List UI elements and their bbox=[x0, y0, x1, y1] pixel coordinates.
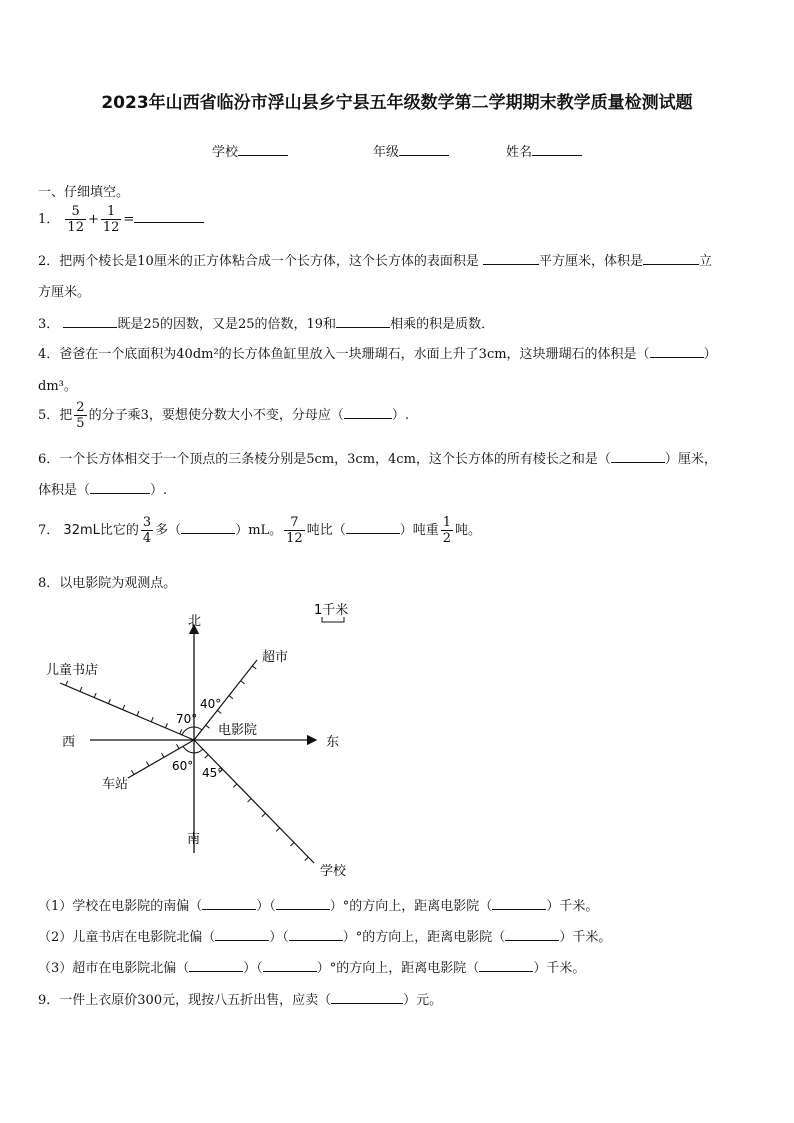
q7-text-d: ）mL。 bbox=[235, 523, 283, 538]
q4-blank[interactable] bbox=[650, 345, 704, 358]
equals-sign: = bbox=[123, 212, 135, 227]
ray-tick bbox=[151, 717, 153, 722]
q3-blank-1[interactable] bbox=[63, 315, 117, 328]
q8-s3-text-c: ）°的方向上，距离电影院（ bbox=[316, 961, 480, 976]
q6-continuation bbox=[38, 479, 167, 498]
ray-tick bbox=[262, 813, 266, 816]
ray-tick bbox=[147, 762, 149, 766]
q7-text-f: ）吨重 bbox=[399, 523, 439, 538]
q6-text-c: 体积是（ bbox=[38, 483, 91, 498]
q8-subquestion-3 bbox=[38, 957, 585, 976]
school-field[interactable] bbox=[212, 141, 288, 160]
ray-tick bbox=[180, 729, 182, 734]
section-heading: 一、仔细填空。 bbox=[38, 185, 130, 200]
q8-s3-text-a: （3）超市在电影院北偏（ bbox=[38, 961, 190, 976]
q2-area-blank[interactable] bbox=[483, 252, 539, 265]
q8-s3-blank-3[interactable] bbox=[479, 959, 533, 972]
angle-nw: 70° bbox=[176, 712, 198, 726]
page-title: 2023年山西省临汾市浮山县乡宁县五年级数学第二学期期末教学质量检测试题 bbox=[101, 93, 693, 113]
q8-s1-text-d: ）千米。 bbox=[546, 899, 599, 914]
q1-number: 1． bbox=[38, 212, 60, 227]
ray-tick bbox=[66, 681, 68, 686]
q8-subquestion-1 bbox=[38, 895, 598, 914]
q5-text-a: 5．把 bbox=[38, 408, 73, 423]
q8-s1-blank-3[interactable] bbox=[492, 897, 546, 910]
question-6 bbox=[38, 448, 717, 467]
ray-tick bbox=[206, 725, 210, 728]
q7-quantity: 32mL bbox=[63, 523, 100, 538]
question-3 bbox=[38, 313, 494, 332]
q3-number: 3． bbox=[38, 317, 60, 332]
scale-label: 1千米 bbox=[314, 603, 349, 618]
q1-answer-blank[interactable] bbox=[134, 210, 204, 223]
label-station: 车站 bbox=[102, 777, 129, 792]
label-east: 东 bbox=[326, 735, 340, 750]
angle-sw: 60° bbox=[172, 759, 194, 773]
q7-blank-1[interactable] bbox=[181, 521, 235, 534]
name-label: 姓名 bbox=[506, 145, 533, 160]
label-west: 西 bbox=[62, 735, 76, 750]
q7-text-b: 比它的 bbox=[99, 523, 139, 538]
ray-tick bbox=[290, 843, 294, 846]
q8-s1-blank-1[interactable] bbox=[202, 897, 256, 910]
q4-close: ） bbox=[703, 347, 717, 362]
ray-tick bbox=[137, 711, 139, 716]
q8-subquestion-2 bbox=[38, 926, 611, 945]
question-5 bbox=[38, 400, 409, 431]
q4-text: 4．爸爸在一个底面积为40dm²的长方体鱼缸里放入一块珊瑚石，水面上升了3cm，这块珊瑚石的体积是（ bbox=[38, 347, 650, 362]
plus-sign: + bbox=[87, 212, 99, 227]
q8-s3-text-b: ）（ bbox=[243, 961, 263, 976]
question-2 bbox=[38, 250, 712, 269]
q7-fraction-1: $\frac{3}{4}$ bbox=[142, 515, 152, 546]
ray-tick bbox=[94, 693, 96, 698]
ray-tick bbox=[252, 666, 256, 669]
q8-s2-text-b: ）（ bbox=[269, 930, 289, 945]
arc-se bbox=[194, 749, 203, 753]
ray-tick bbox=[205, 755, 209, 758]
q6-blank-1[interactable] bbox=[611, 450, 665, 463]
q8-s2-text-c: ）°的方向上，距离电影院（ bbox=[342, 930, 506, 945]
question-8: 8．以电影院为观测点。 bbox=[38, 576, 177, 591]
arc-nw bbox=[182, 727, 194, 735]
q5-fraction: $\frac{2}{5}$ bbox=[76, 400, 85, 431]
ray-tick bbox=[305, 857, 309, 860]
label-north: 北 bbox=[188, 614, 202, 629]
label-supermarket: 超市 bbox=[262, 650, 289, 665]
arc-ne bbox=[194, 727, 202, 730]
q2-text-b: 平方厘米，体积是 bbox=[538, 254, 643, 269]
angle-ne: 40° bbox=[200, 697, 222, 711]
q9-text-b: ）元。 bbox=[403, 993, 443, 1008]
school-blank[interactable] bbox=[238, 143, 288, 156]
q1-fraction-2: $\frac{1}{12}$ bbox=[102, 204, 120, 235]
ray-school bbox=[194, 740, 314, 863]
q6-blank-2[interactable] bbox=[90, 481, 150, 494]
q8-s2-blank-3[interactable] bbox=[505, 928, 559, 941]
ray-tick bbox=[276, 828, 280, 831]
ray-tick bbox=[229, 696, 233, 699]
label-south: 南 bbox=[187, 832, 201, 847]
q7-text-g: 吨。 bbox=[455, 523, 482, 538]
q8-s3-blank-2[interactable] bbox=[263, 959, 317, 972]
q8-s1-text-b: ）（ bbox=[256, 899, 276, 914]
q2-text: 2．把两个棱长是10厘米的正方体粘合成一个长方体，这个长方体的表面积是 bbox=[38, 254, 479, 269]
q4-unit: dm³。 bbox=[38, 379, 77, 394]
ray-tick bbox=[132, 770, 134, 774]
q7-number: 7． bbox=[38, 523, 60, 538]
q8-s2-text-d: ）千米。 bbox=[559, 930, 612, 945]
q7-text-e: 吨比（ bbox=[306, 523, 346, 538]
q6-text-d: ）. bbox=[150, 483, 168, 498]
ray-tick bbox=[123, 705, 125, 710]
q8-s1-blank-2[interactable] bbox=[276, 897, 330, 910]
question-4 bbox=[38, 343, 717, 362]
name-field[interactable] bbox=[506, 141, 582, 160]
direction-diagram bbox=[0, 595, 794, 885]
q5-text-c: ）. bbox=[391, 408, 409, 423]
q6-text-a: 6．一个长方体相交于一个顶点的三条棱分别是5cm，3cm，4cm，这个长方体的所有棱长之和是（ bbox=[38, 452, 611, 467]
question-9 bbox=[38, 989, 442, 1008]
q7-fraction-2: $\frac{7}{12}$ bbox=[286, 515, 303, 546]
q2-continuation: 方厘米。 bbox=[38, 285, 91, 300]
question-1 bbox=[38, 204, 204, 235]
q8-s2-blank-1[interactable] bbox=[215, 928, 269, 941]
q8-s2-blank-2[interactable] bbox=[289, 928, 343, 941]
q6-text-b: ）厘米， bbox=[664, 452, 717, 467]
ray-tick bbox=[177, 744, 179, 748]
grade-blank[interactable] bbox=[399, 143, 449, 156]
ray-tick bbox=[108, 699, 110, 704]
q8-s3-blank-1[interactable] bbox=[189, 959, 243, 972]
q8-s1-text-c: ）°的方向上，距离电影院（ bbox=[329, 899, 493, 914]
ray-tick bbox=[241, 681, 245, 684]
q5-text-b: 的分子乘3，要想使分数大小不变，分母应（ bbox=[88, 408, 344, 423]
label-center: 电影院 bbox=[218, 723, 258, 738]
q3-text-b: 相乘的积是质数． bbox=[390, 317, 495, 332]
school-label: 学校 bbox=[212, 145, 239, 160]
q9-blank[interactable] bbox=[331, 991, 403, 1004]
q7-blank-2[interactable] bbox=[346, 521, 400, 534]
q5-blank[interactable] bbox=[344, 406, 392, 419]
q8-s1-text-a: （1）学校在电影院的南偏（ bbox=[38, 899, 203, 914]
name-blank[interactable] bbox=[532, 143, 582, 156]
q8-s3-text-d: ）千米。 bbox=[533, 961, 586, 976]
ray-tick bbox=[162, 753, 164, 757]
q7-text-c: 多（ bbox=[155, 523, 182, 538]
label-school: 学校 bbox=[320, 864, 347, 879]
q1-fraction-1: $\frac{5}{12}$ bbox=[67, 204, 84, 235]
q8-s2-text-a: （2）儿童书店在电影院北偏（ bbox=[38, 930, 216, 945]
arc-sw bbox=[183, 746, 194, 753]
q7-fraction-3: $\frac{1}{2}$ bbox=[442, 515, 452, 546]
q2-volume-blank[interactable] bbox=[643, 252, 699, 265]
q9-text-a: 9．一件上衣原价300元，现按八五折出售，应卖（ bbox=[38, 993, 332, 1008]
q3-blank-2[interactable] bbox=[336, 315, 390, 328]
ray-tick bbox=[248, 799, 252, 802]
q3-text-a: 既是25的因数，又是25的倍数，19和 bbox=[117, 317, 337, 332]
q2-text-c: 立 bbox=[698, 254, 712, 269]
question-7 bbox=[38, 515, 481, 546]
ray-tick bbox=[80, 687, 82, 692]
grade-field[interactable] bbox=[373, 141, 449, 160]
ray-tick bbox=[233, 784, 237, 787]
angle-se: 45° bbox=[202, 766, 224, 780]
ray-tick bbox=[165, 723, 167, 728]
grade-label: 年级 bbox=[373, 145, 400, 160]
label-bookstore: 儿童书店 bbox=[46, 663, 99, 678]
